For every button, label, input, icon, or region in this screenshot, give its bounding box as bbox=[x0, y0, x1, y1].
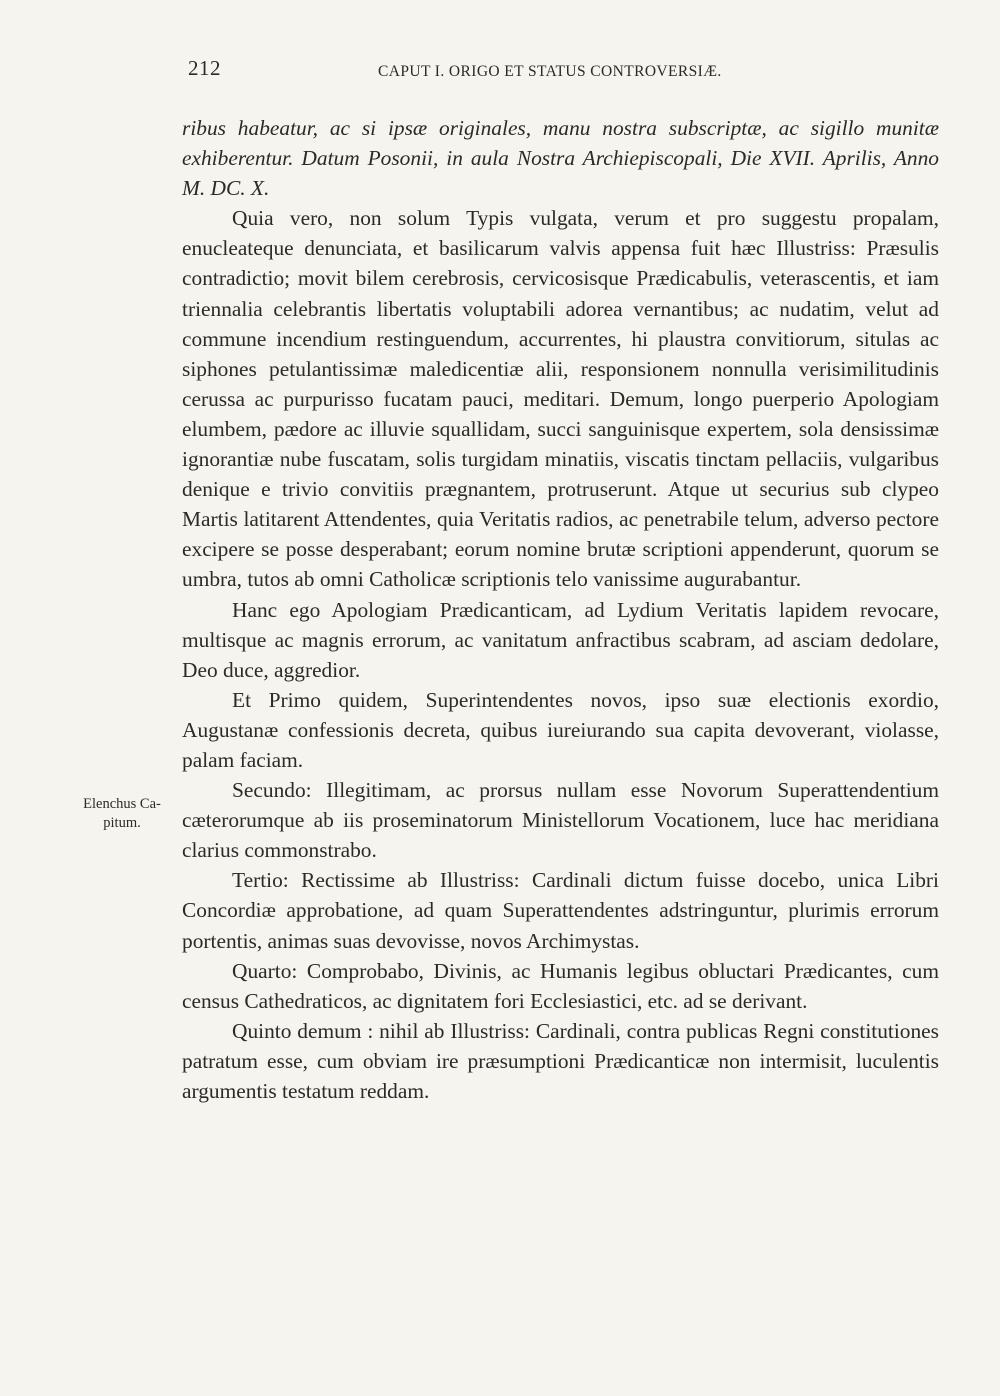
paragraph: Et Primo quidem, Superintendentes novos, ipso suæ electionis exordio, Augustanæ confessionis decreta, quibus iureiurando sua capita devoverant, violasse, palam faciam. bbox=[182, 687, 939, 772]
paragraph: Quia vero, non solum Typis vulgata, verum et pro suggestu propalam, enucleateque denunciata, et basilicarum valvis appensa fuit hæc Illustriss: Præsulis contradictio; movit bilem cerebrosis, cervicosisque Prædicabulis, veterascentis, et iam triennalia celebrantis libertatis voluptabili adorea vernantibus; ac nudatim, velut ad commune incendium restinguendum, accurrentes, hi plaustra convitiorum, situlas ac siphones petulantissimæ maledicentiæ alii, responsionem nonnulla verisimilitudinis cerussa ac purpurisso fucatam pauci, meditari. Demum, longo puerperio Apologiam elumbem, pædore ac illuvie squallidam, succi sanguinisque expertem, sola densissimæ ignorantiæ nube fuscatam, solis turgidam minatiis, viscatis tinctam pellaciis, vulgaribus denique e trivio convitiis prægnantem, protruserunt. Atque ut securius sub clypeo Martis latitarent Attendentes, quia Veritatis radios, ac penetrabile telum, adverso pectore excipere se posse desperabant; eorum nomine brutæ scriptioni appenderunt, quorum se umbra, tutos ab omni Catholicæ scriptionis telo vanissime augurabantur. bbox=[182, 206, 939, 592]
paragraph: Hanc ego Apologiam Prædicanticam, ad Lydium Veritatis lapidem revocare, multisque ac magnis errorum, ac vanitatum anfractibus scabram, ad asciam dedolare, Deo duce, aggredior. bbox=[182, 597, 939, 682]
running-head: CAPUT I. ORIGO ET STATUS CONTROVERSIÆ. bbox=[378, 63, 722, 80]
paragraph: Tertio: Rectissime ab Illustriss: Cardinali dictum fuisse docebo, unica Libri Concordiæ approbatione, ad quam Superattendentes adstringuntur, plurimis errorum portentis, animas suas devovisse, novos Archimystas. bbox=[182, 868, 939, 953]
page-number: 212 bbox=[188, 56, 221, 80]
margin-note-line: pitum. bbox=[103, 815, 141, 831]
paragraph: Quarto: Comprobabo, Divinis, ac Humanis legibus obluctari Prædicantes, cum census Cathedraticos, ac dignitatem fori Ecclesiastici, etc. ad se derivant. bbox=[182, 958, 939, 1013]
paragraph-continuation: ribus habeatur, ac si ipsæ originales, manu nostra subscriptæ, ac sigillo munitæ exhiberentur. Datum Posonii, in aula Nostra Archiepiscopali, Die XVII. Aprilis, Anno M. DC. X. bbox=[182, 116, 939, 201]
paragraph: Quinto demum : nihil ab Illustriss: Cardinali, contra publicas Regni constitutiones patratum esse, cum obviam ire præsumptioni Prædicanticæ non intermisit, luculentis argumentis testatum reddam. bbox=[182, 1018, 939, 1103]
margin-note bbox=[72, 795, 172, 833]
body-text bbox=[182, 113, 939, 1106]
paragraph: Secundo: Illegitimam, ac prorsus nullam esse Novorum Superattendentium cæterorumque ab iis proseminatorum Ministellorum Vocationem, luce hac meridiana clarius commonstrabo. bbox=[182, 778, 939, 863]
margin-note-line: Elenchus Ca- bbox=[83, 796, 161, 812]
